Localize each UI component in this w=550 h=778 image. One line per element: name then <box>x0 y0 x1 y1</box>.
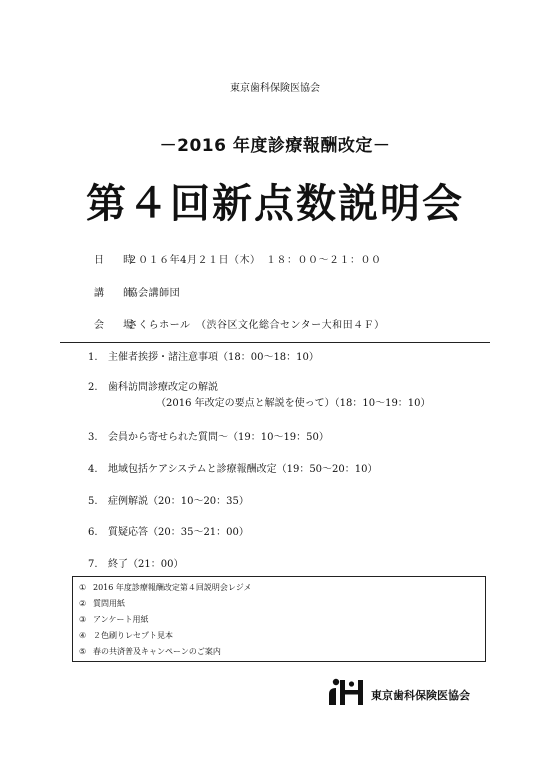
item-text: 主催者挨拶・諸注意事項（18：00～18：10） <box>108 352 319 363</box>
item-number: 2. <box>88 382 98 393</box>
material-item: ② 質問用紙 <box>79 599 125 608</box>
subtitle: －2016 年度診療報酬改定－ <box>159 136 391 156</box>
date-label: 日 時 <box>94 255 142 266</box>
venue-label: 会 場 <box>94 320 142 331</box>
lecturer-value: 協会講師団 <box>127 288 181 299</box>
item-text: 歯科訪問診療改定の解説 <box>108 382 218 393</box>
organization-name: 東京歯科保険医協会 <box>230 83 320 94</box>
item-text: 会員から寄せられた質問～（19：10～19：50） <box>108 432 329 443</box>
date-value: ２０１６年4月２１日（木） １８：００～２１：００ <box>127 255 382 266</box>
materials-box <box>72 576 486 662</box>
program-item <box>88 460 378 475</box>
program-item <box>88 492 249 507</box>
association-logo-icon <box>326 678 370 706</box>
material-item: ⑤ 春の共済普及キャンペーンのご案内 <box>79 647 221 656</box>
venue-value: さくらホール （渋谷区文化総合センター大和田４Ｆ） <box>127 320 385 331</box>
venue-row <box>94 316 385 331</box>
program-item <box>88 378 218 393</box>
material-item: ③ アンケート用紙 <box>79 615 149 624</box>
item-text: 症例解説（20：10～20：35） <box>108 496 249 507</box>
item-number: 4. <box>88 464 98 475</box>
item-text: 質疑応答（20：35～21：00） <box>108 527 249 538</box>
lecturer-label: 講 師 <box>94 288 142 299</box>
material-item: ① 2016 年度診療報酬改定第４回説明会レジメ <box>79 583 252 592</box>
item-number: 3. <box>88 432 98 443</box>
program-item-subtext: （2016 年改定の要点と解説を使って）（18：10～19：10） <box>156 398 431 409</box>
divider <box>60 342 490 343</box>
program-item <box>88 555 183 570</box>
footer-organization-name: 東京歯科保険医協会 <box>371 689 470 702</box>
item-text: 地域包括ケアシステムと診療報酬改定（19：50～20：10） <box>108 464 378 475</box>
lecturer-row <box>94 284 180 299</box>
item-number: 7. <box>88 559 98 570</box>
material-item: ④ ２色刷りレセプト見本 <box>79 631 173 640</box>
item-number: 1. <box>88 352 98 363</box>
program-item <box>88 348 319 363</box>
page-title: 第４回新点数説明会 <box>86 181 464 227</box>
program-item <box>88 428 329 443</box>
date-row <box>94 251 382 266</box>
item-text: 終了（21：00） <box>108 559 184 570</box>
program-item <box>88 523 249 538</box>
item-number: 6. <box>88 527 98 538</box>
item-number: 5. <box>88 496 98 507</box>
